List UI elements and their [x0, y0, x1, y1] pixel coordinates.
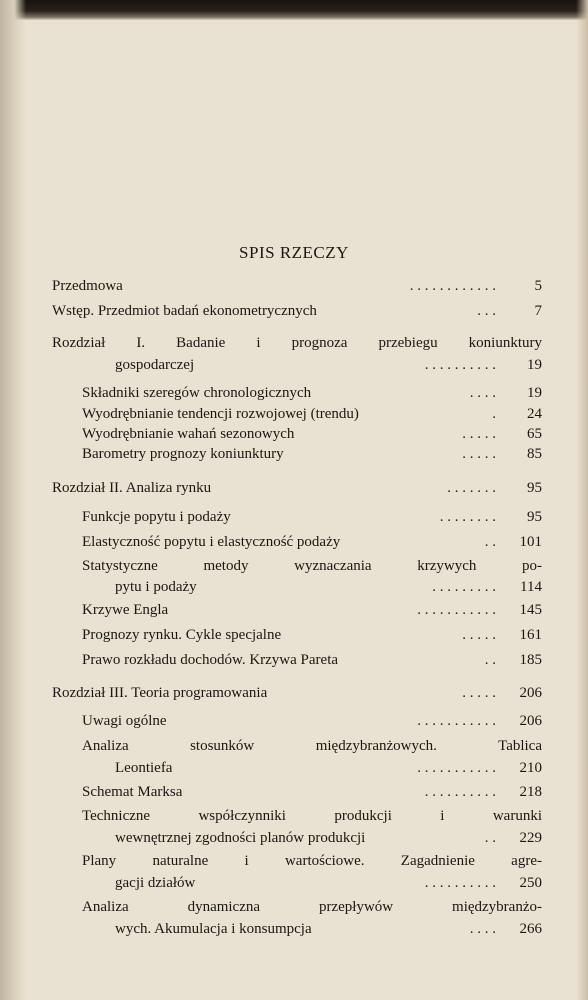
toc-entry: [82, 600, 542, 620]
toc-entry-title: Krzywe Engla: [82, 602, 169, 618]
toc-entry: [82, 711, 542, 731]
toc-page-number: 145: [519, 602, 542, 618]
toc-page-number: 229: [519, 830, 542, 846]
toc-leader-dots: . . . .: [469, 921, 496, 937]
toc-leader-dots: . . . . . . . . . .: [424, 357, 496, 373]
toc-page-number: 95: [527, 509, 542, 525]
toc-leader-dots: . . . . .: [462, 685, 496, 701]
toc-leader-dots: . . . .: [469, 385, 496, 401]
toc-entry-title: wych. Akumulacja i konsumpcja: [115, 921, 312, 937]
toc-entry: [82, 383, 542, 403]
toc-leader-dots: .: [492, 406, 496, 422]
toc-entry-title: Prognozy rynku. Cykle specjalne: [82, 627, 282, 643]
toc-entry-title: Statystyczne metody wyznaczania krzywych po-: [82, 558, 542, 574]
toc-page-number: 65: [527, 426, 542, 442]
toc-entry-title: pytu i podaży: [115, 579, 197, 595]
toc-chapter-heading: [52, 333, 542, 353]
toc-leader-dots: . .: [484, 652, 496, 668]
toc-entry: [115, 758, 542, 778]
toc-entry: [82, 806, 542, 826]
toc-page-number: 101: [519, 534, 542, 550]
toc-entry: [115, 577, 542, 597]
toc-page-number: 85: [527, 446, 542, 462]
toc-entry-title: Składniki szeregów chronologicznych: [82, 385, 312, 401]
toc-page-number: 19: [527, 357, 542, 373]
toc-chapter-heading: [52, 478, 542, 498]
toc-entry-title: Leontiefa: [115, 760, 173, 776]
toc-entry-title: Wyodrębnianie tendencji rozwojowej (trendu): [82, 406, 359, 422]
toc-entry-title: wewnętrznej zgodności planów produkcji: [115, 830, 366, 846]
toc-leader-dots: . . . . . . . .: [439, 509, 496, 525]
toc-entry-title: Funkcje popytu i podaży: [82, 509, 231, 525]
toc-entry-title: Rozdział II. Analiza rynku: [52, 480, 212, 496]
toc-entry: [82, 404, 542, 424]
toc-leader-dots: . . . . . . .: [447, 480, 496, 496]
toc-entry: [115, 919, 542, 939]
toc-entry-title: Prawo rozkładu dochodów. Krzywa Pareta: [82, 652, 339, 668]
toc-entry: [82, 507, 542, 527]
toc-entry: [82, 625, 542, 645]
toc-entry: [82, 851, 542, 871]
toc-entry-title: Elastyczność popytu i elastyczność podaży: [82, 534, 341, 550]
toc-entry: [82, 650, 542, 670]
toc-entry-title: Rozdział III. Teoria programowania: [52, 685, 268, 701]
toc-page-number: 161: [519, 627, 542, 643]
toc-leader-dots: . . . . . . . . . . . .: [409, 278, 496, 294]
toc-entry-title: Przedmowa: [52, 278, 123, 294]
toc-entry-title: Rozdział I. Badanie i prognoza przebiegu koniunktury: [52, 335, 542, 351]
toc-page-number: 7: [534, 303, 542, 319]
toc-entry: [115, 828, 542, 848]
toc-entry: [52, 301, 542, 321]
toc-entry: [52, 276, 542, 296]
toc-entry-title: Techniczne współczynniki produkcji i warunki: [82, 808, 542, 824]
toc-entry-title: gacji działów: [115, 875, 196, 891]
toc-leader-dots: . . . . .: [462, 627, 496, 643]
toc-entry: [82, 444, 542, 464]
toc-entry: [82, 782, 542, 802]
toc-entry: [82, 556, 542, 576]
toc-entry: [82, 736, 542, 756]
toc-chapter-heading: [52, 683, 542, 703]
toc-entry-title: Uwagi ogólne: [82, 713, 167, 729]
toc-page-number: 210: [519, 760, 542, 776]
toc-leader-dots: . . . . .: [462, 426, 496, 442]
toc-leader-dots: . . . . . . . . . . .: [417, 760, 496, 776]
toc-entry-title: Schemat Marksa: [82, 784, 183, 800]
toc-page-number: 95: [527, 480, 542, 496]
toc-leader-dots: . . .: [477, 303, 496, 319]
toc-leader-dots: . . . . . . . . . .: [424, 875, 496, 891]
toc-entry: [115, 355, 542, 375]
toc-page-number: 266: [519, 921, 542, 937]
toc-page-number: 185: [519, 652, 542, 668]
toc-entry-title: Plany naturalne i wartościowe. Zagadnienie agre-: [82, 853, 542, 869]
toc-leader-dots: . .: [484, 534, 496, 550]
toc-page-number: 5: [534, 278, 542, 294]
toc-page-number: 114: [520, 579, 542, 595]
toc-leader-dots: . . . . . . . . . . .: [417, 713, 496, 729]
toc-entry-title: gospodarczej: [115, 357, 195, 373]
toc-page-number: 24: [527, 406, 542, 422]
toc-entry-title: Analiza dynamiczna przepływów międzybranżo-: [82, 899, 542, 915]
page-title: SPIS RZECZY: [239, 243, 349, 262]
toc-leader-dots: . . . . . . . . . . .: [417, 602, 496, 618]
toc-entry: [82, 897, 542, 917]
toc-entry-title: Wstęp. Przedmiot badań ekonometrycznych: [52, 303, 317, 319]
toc-leader-dots: . . . . . . . . . .: [424, 784, 496, 800]
toc-page-number: 250: [519, 875, 542, 891]
toc-page-number: 206: [519, 685, 542, 701]
toc-leader-dots: . . . . . . . . .: [432, 579, 496, 595]
toc-page-number: 19: [527, 385, 542, 401]
toc-entry: [82, 424, 542, 444]
toc-entry-title: Wyodrębnianie wahań sezonowych: [82, 426, 295, 442]
toc-entry-title: Analiza stosunków międzybranżowych. Tablica: [82, 738, 542, 754]
toc-entry: [82, 532, 542, 552]
toc-leader-dots: . . . . .: [462, 446, 496, 462]
toc-entry-title: Barometry prognozy koniunktury: [82, 446, 284, 462]
toc-entry: [115, 873, 542, 893]
toc-leader-dots: . .: [484, 830, 496, 846]
toc-page-number: 218: [519, 784, 542, 800]
toc-page-number: 206: [519, 713, 542, 729]
